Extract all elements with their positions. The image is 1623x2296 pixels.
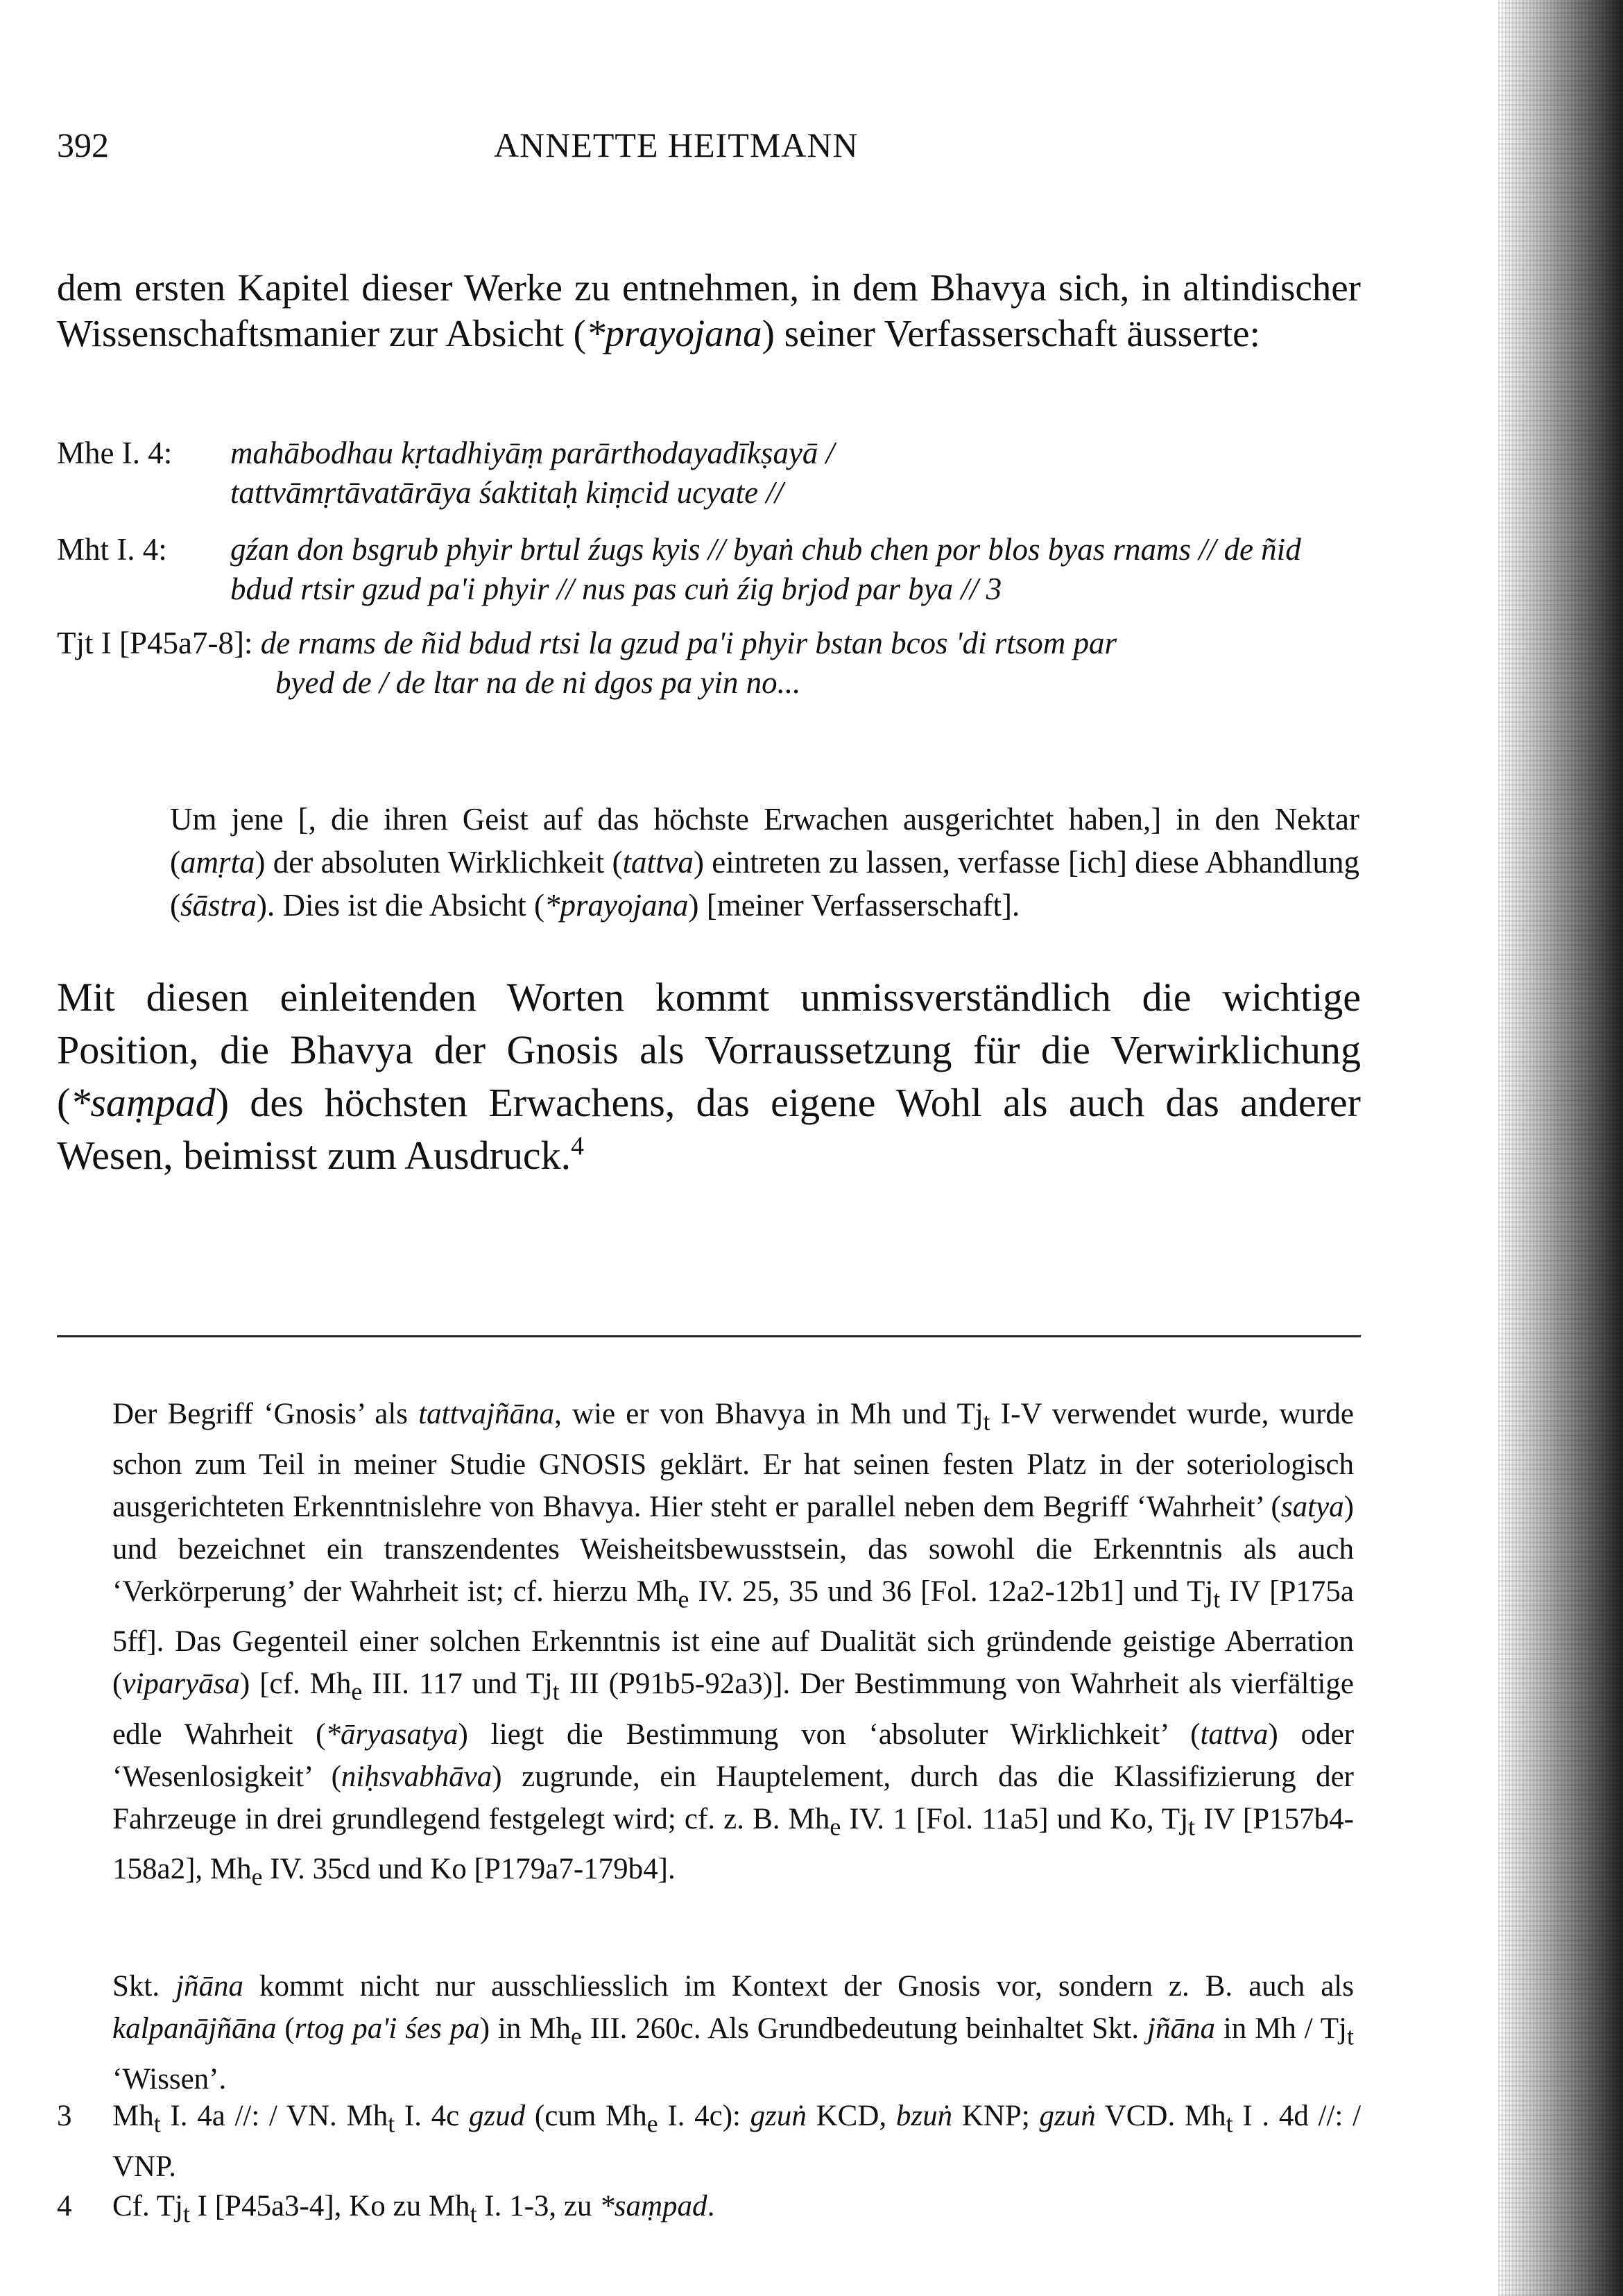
- footnote-4: [57, 2185, 1361, 2236]
- running-title: ANNETTE HEITMANN: [494, 126, 859, 164]
- footnote-jnana: Skt. jñāna kommt nicht nur ausschliesslich im Kontext der Gnosis vor, sondern z. B. auch als kalpanājñāna (rtog pa'i śes pa) in $Mh_e$ III. 260c. Als Grundbedeutung beinhaltet Skt. jñāna in Mh / $Tj_t$ ‘Wissen’.: [112, 1970, 1354, 2096]
- translation-paragraph: Um jene [, die ihren Geist auf das höchste Erwachen ausgerichtet haben,] in den Nektar (amṛta) der absoluten Wirklichkeit (tattva) eintreten zu lassen, verfasse [ich] diese Abhandlung (śāstra). Dies ist die Absicht (*prayojana) [meiner Verfasserschaft].: [170, 802, 1360, 923]
- page-number: 392: [57, 126, 109, 164]
- verse-text: gźan don bsgrub phyir brtul źugs kyis // byaṅ chub chen por blos byas rnams // de ñid bdud rtsir gzud pa'i phyir // nus pas cuṅ źig brjod par bya // 3: [230, 532, 1301, 606]
- footnote-divider: [57, 1335, 1361, 1337]
- footnote-ref[interactable]: 4: [571, 1131, 585, 1161]
- footnote-3: [57, 2095, 1361, 2188]
- main-paragraph: Mit diesen einleitenden Worten kommt unmissverständlich die wichtige Position, die Bhavya der Gnosis als Vorraussetzung für die Verwirklichung (*saṃpad) des höchsten Erwachens, das eigene Wohl als auch das anderer Wesen, beimisst zum Ausdruck.$^4$: [57, 975, 1361, 1178]
- verse-text: de rnams de ñid bdud rtsi la gzud pa'i phyir bstan bcos 'di rtsom par: [260, 626, 1117, 660]
- verse-tjt: [57, 624, 1361, 703]
- scanned-page-edge: [1498, 0, 1623, 2296]
- verse-label: Mht I. 4:: [57, 532, 167, 567]
- footnote-number: 3: [57, 2100, 72, 2132]
- footnote-text: $Mh_t$ I. 4a //: / VN. $Mh_t$ I. 4c gzud (cum $Mh_e$ I. 4c): gzuṅ KCD, bzuṅ KNP; gzuṅ VCD. $Mh_t$ I . 4d //: / VNP.: [112, 2100, 1362, 2183]
- footnote-gnosis: Der Begriff ‘Gnosis’ als tattvajñāna, wie er von Bhavya in Mh und $Tj_t$ I-V verwendet wurde, wurde schon zum Teil in meiner Studie GNOSIS geklärt. Er hat seinen festen Platz in der soteriologisch ausgerichteten Erkenntnislehre von Bhavya. Hier steht er parallel neben dem Begriff ‘Wahrheit’ (satya) und bezeichnet ein transzendentes Weisheitsbewusstsein, das sowohl die Erkenntnis als auch ‘Verkörperung’ der Wahrheit ist; cf. hierzu $Mh_e$ IV. 25, 35 und 36 [Fol. 12a2-12b1] und $Tj_t$ IV [P175a 5ff]. Das Gegenteil einer solchen Erkenntnis ist eine auf Dualität sich gründende geistige Aberration (viparyāsa) [cf. $Mh_e$ III. 117 und $Tj_t$ III (P91b5-92a3)]. Der Bestimmung von Wahrheit als vierfältige edle Wahrheit (*āryasatya) liegt die Bestimmung von ‘absoluter Wirklichkeit’ (tattva) oder ‘Wesenlosigkeit’ (niḥsvabhāva) zugrunde, ein Hauptelement, durch das die Klassifizierung der Fahrzeuge in drei grundlegend festgelegt wird; cf. z. B. $Mh_e$ IV. 1 [Fol. 11a5] und Ko, $Tj_t$ IV [P157b4-158a2], $Mh_e$ IV. 35cd und Ko [P179a7-179b4].: [112, 1398, 1355, 1891]
- footnote-text: Cf. $Tj_t$ I [P45a3-4], Ko zu $Mh_t$ I. 1-3, zu *saṃpad.: [112, 2190, 715, 2228]
- verse-block: [57, 434, 1361, 703]
- verse-text: mahābodhau kṛtadhiyāṃ parārthodayadīkṣayā / tattvāmṛtāvatārāya śaktitaḥ kiṃcid ucyate //: [230, 436, 835, 510]
- verse-text-continued: byed de / de ltar na de ni dgos pa yin no...: [275, 665, 801, 700]
- verse-label: Tjt I [P45a7-8]:: [57, 626, 253, 660]
- verse-mhe: [57, 434, 1361, 513]
- footnote-number: 4: [57, 2190, 72, 2222]
- intro-paragraph: dem ersten Kapitel dieser Werke zu entnehmen, in dem Bhavya sich, in altindischer Wissenschaftsmanier zur Absicht (*prayojana) seiner Verfasserschaft äusserte:: [57, 266, 1361, 354]
- verse-label: Mhe I. 4:: [57, 436, 173, 470]
- verse-mht: [57, 530, 1361, 609]
